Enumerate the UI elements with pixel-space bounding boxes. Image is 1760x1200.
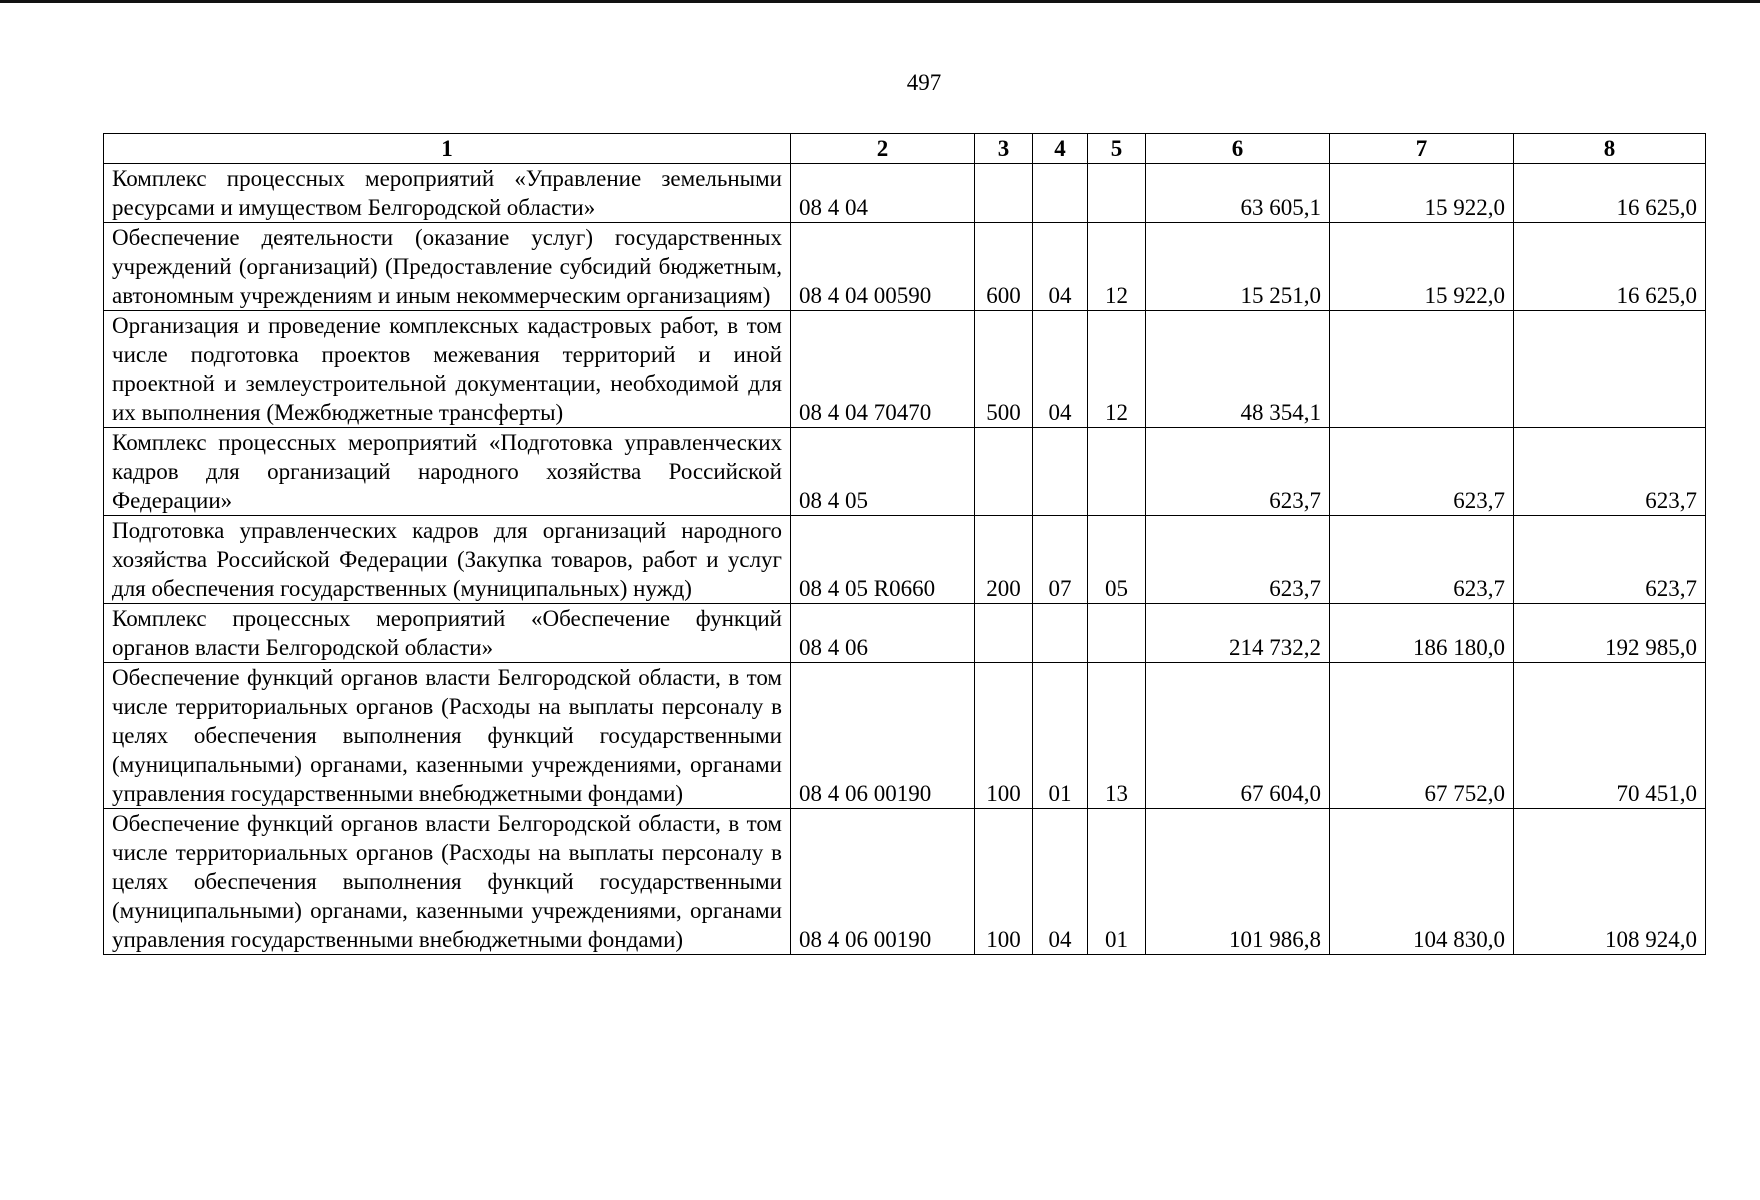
section: 04 bbox=[1033, 311, 1088, 428]
row-description: Обеспечение функций органов власти Белгородской области, в том числе территориальных органов (Расходы на выплаты персоналу в целях обеспечения выполнения функций государственными (муниципальными) органами, казенными учреждениями, органами управления государственными внебюджетными фондами) bbox=[104, 809, 791, 955]
target-code: 08 4 04 70470 bbox=[791, 311, 975, 428]
expense-type: 100 bbox=[975, 809, 1033, 955]
row-description: Организация и проведение комплексных кадастровых работ, в том числе подготовка проектов межевания территорий и иной проектной и землеустроительной документации, необходимой для их выполнения (Межбюджетные трансферты) bbox=[104, 311, 791, 428]
amount-col-7: 623,7 bbox=[1330, 516, 1514, 604]
amount-col-6: 48 354,1 bbox=[1146, 311, 1330, 428]
amount-col-7: 67 752,0 bbox=[1330, 663, 1514, 809]
row-description: Комплекс процессных мероприятий «Управление земельными ресурсами и имуществом Белгородской области» bbox=[104, 164, 791, 223]
column-header: 4 bbox=[1033, 134, 1088, 164]
amount-col-8: 16 625,0 bbox=[1514, 223, 1706, 311]
column-header: 6 bbox=[1146, 134, 1330, 164]
subsection: 05 bbox=[1088, 516, 1146, 604]
amount-col-6: 15 251,0 bbox=[1146, 223, 1330, 311]
amount-col-8: 70 451,0 bbox=[1514, 663, 1706, 809]
amount-col-6: 623,7 bbox=[1146, 428, 1330, 516]
target-code: 08 4 04 bbox=[791, 164, 975, 223]
table-row bbox=[104, 663, 1706, 809]
column-header: 2 bbox=[791, 134, 975, 164]
budget-table bbox=[103, 133, 1706, 955]
amount-col-6: 63 605,1 bbox=[1146, 164, 1330, 223]
target-code: 08 4 06 00190 bbox=[791, 809, 975, 955]
expense-type: 500 bbox=[975, 311, 1033, 428]
amount-col-8 bbox=[1514, 311, 1706, 428]
target-code: 08 4 06 00190 bbox=[791, 663, 975, 809]
subsection: 01 bbox=[1088, 809, 1146, 955]
top-rule bbox=[0, 0, 1760, 3]
column-header: 8 bbox=[1514, 134, 1706, 164]
expense-type: 100 bbox=[975, 663, 1033, 809]
amount-col-7: 623,7 bbox=[1330, 428, 1514, 516]
amount-col-7: 15 922,0 bbox=[1330, 164, 1514, 223]
amount-col-7: 15 922,0 bbox=[1330, 223, 1514, 311]
row-description: Обеспечение деятельности (оказание услуг) государственных учреждений (организаций) (Предоставление субсидий бюджетным, автономным учреждениям и иным некоммерческим организациям) bbox=[104, 223, 791, 311]
expense-type bbox=[975, 428, 1033, 516]
table-row bbox=[104, 223, 1706, 311]
expense-type: 200 bbox=[975, 516, 1033, 604]
row-description: Комплекс процессных мероприятий «Подготовка управленческих кадров для организаций народного хозяйства Российской Федерации» bbox=[104, 428, 791, 516]
subsection: 13 bbox=[1088, 663, 1146, 809]
row-description: Комплекс процессных мероприятий «Обеспечение функций органов власти Белгородской области» bbox=[104, 604, 791, 663]
amount-col-6: 623,7 bbox=[1146, 516, 1330, 604]
table-row bbox=[104, 311, 1706, 428]
subsection: 12 bbox=[1088, 311, 1146, 428]
table-row bbox=[104, 809, 1706, 955]
target-code: 08 4 04 00590 bbox=[791, 223, 975, 311]
amount-col-6: 214 732,2 bbox=[1146, 604, 1330, 663]
amount-col-8: 108 924,0 bbox=[1514, 809, 1706, 955]
column-header: 1 bbox=[104, 134, 791, 164]
table-row bbox=[104, 604, 1706, 663]
target-code: 08 4 06 bbox=[791, 604, 975, 663]
amount-col-7: 104 830,0 bbox=[1330, 809, 1514, 955]
section bbox=[1033, 164, 1088, 223]
expense-type bbox=[975, 604, 1033, 663]
expense-type: 600 bbox=[975, 223, 1033, 311]
amount-col-7 bbox=[1330, 311, 1514, 428]
target-code: 08 4 05 bbox=[791, 428, 975, 516]
amount-col-8: 192 985,0 bbox=[1514, 604, 1706, 663]
column-header: 5 bbox=[1088, 134, 1146, 164]
amount-col-8: 623,7 bbox=[1514, 516, 1706, 604]
subsection bbox=[1088, 164, 1146, 223]
table-row bbox=[104, 164, 1706, 223]
table-row bbox=[104, 428, 1706, 516]
section bbox=[1033, 428, 1088, 516]
section: 07 bbox=[1033, 516, 1088, 604]
amount-col-8: 623,7 bbox=[1514, 428, 1706, 516]
column-header: 3 bbox=[975, 134, 1033, 164]
section: 04 bbox=[1033, 223, 1088, 311]
amount-col-6: 67 604,0 bbox=[1146, 663, 1330, 809]
expense-type bbox=[975, 164, 1033, 223]
amount-col-7: 186 180,0 bbox=[1330, 604, 1514, 663]
section: 01 bbox=[1033, 663, 1088, 809]
row-description: Обеспечение функций органов власти Белгородской области, в том числе территориальных органов (Расходы на выплаты персоналу в целях обеспечения выполнения функций государственными (муниципальными) органами, казенными учреждениями, органами управления государственными внебюджетными фондами) bbox=[104, 663, 791, 809]
column-header: 7 bbox=[1330, 134, 1514, 164]
page-number: 497 bbox=[906, 70, 942, 95]
subsection: 12 bbox=[1088, 223, 1146, 311]
section bbox=[1033, 604, 1088, 663]
section: 04 bbox=[1033, 809, 1088, 955]
header-row bbox=[104, 134, 1706, 164]
amount-col-8: 16 625,0 bbox=[1514, 164, 1706, 223]
target-code: 08 4 05 R0660 bbox=[791, 516, 975, 604]
table-row bbox=[104, 516, 1706, 604]
subsection bbox=[1088, 604, 1146, 663]
amount-col-6: 101 986,8 bbox=[1146, 809, 1330, 955]
subsection bbox=[1088, 428, 1146, 516]
row-description: Подготовка управленческих кадров для организаций народного хозяйства Российской Федерации (Закупка товаров, работ и услуг для обеспечения государственных (муниципальных) нужд) bbox=[104, 516, 791, 604]
